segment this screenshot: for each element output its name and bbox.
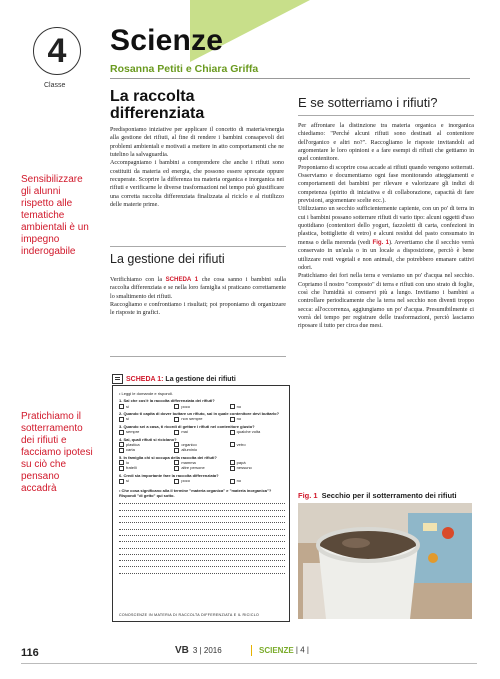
- option-label: sì: [126, 416, 130, 422]
- worksheet-option: [119, 478, 174, 483]
- worksheet-option: [174, 447, 229, 452]
- answer-line[interactable]: [119, 567, 285, 573]
- worksheet-question: 6. Credi sia importante fare la raccolta differenziata?: [119, 472, 219, 478]
- worksheet-option: [230, 478, 285, 483]
- checkbox[interactable]: [174, 404, 179, 409]
- section-heading-raccolta: La raccolta differenziata: [110, 88, 205, 122]
- checkbox[interactable]: [119, 448, 124, 453]
- right-para-4: Pratichiamo dei fori nella terra e versiamo un po' d'acqua nel secchio. Copriamo il nostro "composto" di terra e rifiuti con uno strato di foglie, così che l'umidità si conservi più a lungo. Invitiamo i bambini a controllare periodicamente che la terra nel secchio non diventi troppo secca: all'occorrenza, aggiungiamo un po' d'acqua. Presumibilmente ci vorrà del tempo per registrare delle trasformazioni, perciò lasciamo riposare il tutto per circa due mesi.: [298, 273, 474, 330]
- bucket-photo-illustration: [298, 503, 472, 619]
- sidebar-note-1: Sensibilizzare gli alunni rispetto alle tematiche ambientali è un impegno inderogabile: [21, 174, 89, 257]
- worksheet-intro: • Leggi le domande e rispondi.: [119, 391, 173, 396]
- worksheet-option: [174, 465, 229, 470]
- section-heading-sotterriamo: E se sotterriamo i rifiuti?: [298, 95, 438, 110]
- worksheet-option: [174, 404, 229, 409]
- right-text: [298, 122, 474, 331]
- section-heading-gestione: La gestione dei rifiuti: [110, 252, 225, 266]
- class-badge: [33, 27, 81, 75]
- right-para-2: Proponiamo di scoprire cosa accade ai rifiuti quando vengono sotterrati. Osserviamo e documentiamo ogni fase monitorando atteggiamenti e comportamenti dei bambini per rilevare e valorizzare gli indizi di competenza (spirito di iniziativa e di collaborazione, capacità di fare previsioni, argomentare scelte ecc.).: [298, 164, 474, 205]
- worksheet-options: [119, 478, 285, 483]
- option-label: organico: [181, 441, 197, 447]
- worksheet-option: [230, 447, 285, 452]
- worksheet-options: [119, 404, 285, 409]
- left-divider-1: [110, 246, 286, 247]
- worksheet: [112, 385, 290, 622]
- worksheet-option: [174, 416, 229, 421]
- option-label: no: [236, 478, 242, 484]
- footer-magazine: VB 3 | 2016: [175, 645, 222, 656]
- option-label: sempre: [126, 429, 140, 435]
- worksheet-question: 5. In famiglia chi si occupa della raccolta dei rifiuti?: [119, 454, 217, 460]
- option-label: mamma: [181, 459, 196, 465]
- figure-caption: Fig. 1 Secchio per il sotterramento dei rifiuti: [298, 491, 457, 500]
- worksheet-body: [119, 391, 285, 574]
- worksheet-option: [230, 404, 285, 409]
- worksheet-footer: CONOSCENZE IN MATERIA DI RACCOLTA DIFFERENZIATA E IL RICICLO: [119, 613, 260, 617]
- worksheet-question: 4. Sai, quali rifiuti si riciclano?: [119, 436, 177, 442]
- page-number: 116: [21, 647, 39, 659]
- option-label: altre persone: [181, 465, 205, 471]
- checkbox[interactable]: [174, 417, 179, 422]
- option-label: papà: [236, 459, 246, 465]
- worksheet-option: [230, 416, 285, 421]
- checkbox[interactable]: [119, 479, 124, 484]
- option-label: non sempre: [181, 416, 203, 422]
- footer-divider: [21, 663, 477, 664]
- checkbox[interactable]: [174, 448, 179, 453]
- worksheet-options: [119, 447, 285, 452]
- class-label: Classe: [44, 82, 66, 89]
- option-label: poco: [181, 403, 191, 409]
- fig-link[interactable]: Fig. 1: [372, 238, 389, 246]
- header-divider: [110, 78, 470, 79]
- option-label: sì: [126, 403, 130, 409]
- worksheet-q7: • Che cosa significano alla il termine "materia organica" e "materia inorganica"? Rispondi "di getto" qui sotto.: [119, 487, 272, 498]
- option-label: io: [126, 459, 130, 465]
- checkbox[interactable]: [174, 479, 179, 484]
- option-label: no: [236, 403, 242, 409]
- option-label: alluminio: [181, 447, 198, 453]
- worksheet-options: [119, 416, 285, 421]
- option-label: plastica: [126, 441, 140, 447]
- left-para-2: Accompagniamo i bambini a comprendere che anche i rifiuti sono costituiti da materia ed energia, che possono essere sprecate oppure recuperate. Scoprire la differenza tra materia organica e inorganica nei rifiuti e verificarne le diverse trasformazioni nel tempo può giustificare una corretta raccolta differenziata finalizzata al riciclo e al riutilizzo delle materie prime.: [110, 160, 284, 209]
- worksheet-option: [119, 416, 174, 421]
- left-para-4: Raccogliamo e confrontiamo i risultati; poi proponiamo di organizzare le risposte in grafici.: [110, 302, 286, 317]
- checkbox[interactable]: [230, 404, 235, 409]
- worksheet-option: [174, 478, 229, 483]
- worksheet-title: SCHEDA 1: La gestione dei rifiuti: [112, 374, 236, 386]
- checkbox[interactable]: [230, 479, 235, 484]
- page-title: Scienze: [110, 24, 224, 57]
- waste-packet: [423, 523, 437, 531]
- worksheet-question: 2. Quando ti capita di dover buttare un rifiuto, sai in quale contenitore devi buttarlo?: [119, 411, 280, 417]
- option-label: nessuno: [236, 465, 252, 471]
- checkbox[interactable]: [119, 417, 124, 422]
- worksheet-icon: [112, 374, 123, 384]
- checkbox[interactable]: [230, 466, 235, 471]
- checkbox[interactable]: [119, 430, 124, 435]
- worksheet-option: [174, 429, 229, 434]
- right-para-3: Utilizziamo un secchio sufficientemente capiente, con un po' di terra in cui i bambini possano sotterrare rifiuti di vario tipo: alcuni oggetti d'uso quotidiano (contenitori dello yogurt, fazzoletti di carta, confezioni in plastica, bottigliette di vetro) e alcuni residui del pasto consumato in mensa o della merenda (vedi Fig. 1). Avvertiamo che il secchio verrà conservato in un'aula o in un locale a disposizione, perciò è bene utilizzare resti vegetali e non animali, che potrebbero emanare cattivi odori.: [298, 206, 474, 271]
- checkbox[interactable]: [119, 404, 124, 409]
- authors: Rosanna Petiti e Chiara Griffa: [110, 63, 259, 75]
- checkbox[interactable]: [230, 430, 235, 435]
- worksheet-option: [230, 429, 285, 434]
- worksheet-questions: [119, 398, 285, 483]
- checkbox[interactable]: [174, 430, 179, 435]
- footer-section: SCIENZE | 4 |: [248, 645, 309, 656]
- magazine-logo: VB: [175, 645, 189, 656]
- worksheet-question: 3. Quando sei a casa, ti ricordi di gettare i rifiuti nel contenitore giusto?: [119, 423, 255, 429]
- peel-red: [442, 527, 454, 539]
- checkbox[interactable]: [174, 466, 179, 471]
- peel-orange: [428, 553, 438, 563]
- left-para-3: Verifichiamo con la SCHEDA 1 che cosa sanno i bambini sulla raccolta differenziata e se nella loro famiglia si praticano correttamente lo smaltimento dei rifiuti.: [110, 276, 286, 300]
- left-divider-2: [110, 356, 286, 357]
- option-label: sì: [126, 478, 130, 484]
- scheda-link[interactable]: SCHEDA 1: [165, 276, 199, 283]
- checkbox[interactable]: [230, 417, 235, 422]
- option-label: qualche volta: [236, 429, 261, 435]
- footer-bar: [251, 645, 252, 656]
- worksheet-options: [119, 429, 285, 434]
- left-gestione-text: [110, 276, 286, 318]
- option-label: vetro: [236, 441, 246, 447]
- checkbox[interactable]: [119, 466, 124, 471]
- worksheet-option: [119, 465, 174, 470]
- worksheet-option: [119, 429, 174, 434]
- worksheet-option: [119, 447, 174, 452]
- left-para-1: Predisponiamo iniziative per applicare il concetto di materia/energia alla gestione dei rifiuti, al fine di rendere i bambini consapevoli dei problemi ambientali e motivati a mettere in atto comportamenti che ne tutelino la salvaguardia.: [110, 127, 284, 159]
- worksheet-option: [119, 404, 174, 409]
- worksheet-option: [230, 465, 285, 470]
- right-divider: [298, 115, 474, 116]
- option-label: poco: [181, 478, 191, 484]
- sidebar-note-2: Pratichiamo il sotterramento dei rifiuti e facciamo ipotesi su ciò che pensano accadrà: [21, 411, 93, 494]
- soil-mound: [342, 538, 370, 548]
- worksheet-answer-lines: [119, 498, 285, 574]
- worksheet-options: [119, 465, 285, 470]
- option-label: no: [236, 416, 242, 422]
- left-intro-text: [110, 126, 284, 209]
- worksheet-question: 1. Sai che cos'è la raccolta differenziata dei rifiuti?: [119, 398, 215, 404]
- option-label: carta: [126, 447, 135, 453]
- option-label: fratelli: [126, 465, 137, 471]
- bucket-photo: [298, 503, 472, 619]
- option-label: mai: [181, 429, 188, 435]
- class-number: 4: [47, 31, 67, 70]
- right-para-1: Per affrontare la distinzione tra materia organica e inorganica chiediamo: "Perché alcuni rifiuti sono destinati al contenitore dell'organico e altri no?". Raccogliamo le risposte invitandoli ad argomentare le loro opinioni e a fare esempi di rifiuti che gettiamo in quel contenitore.: [298, 123, 474, 163]
